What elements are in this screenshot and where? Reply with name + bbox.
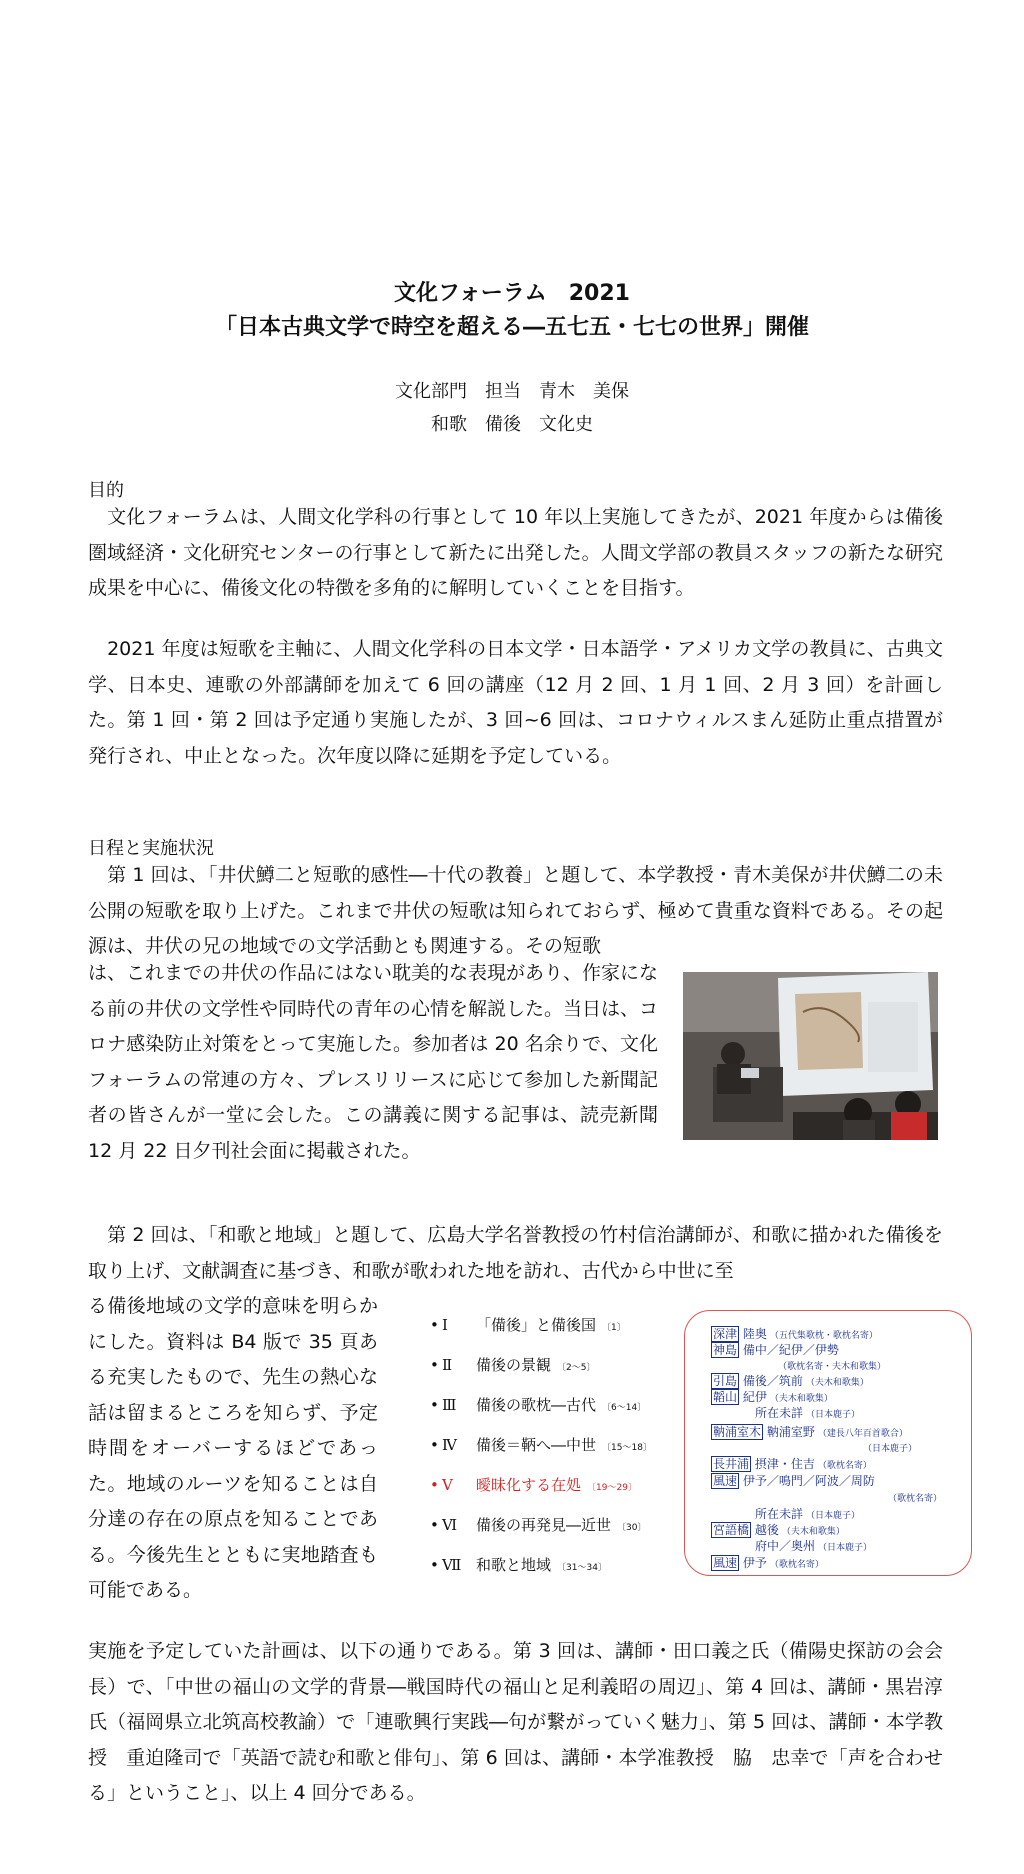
place-line: 長井浦 摂津・住吉 （歌枕名寄） bbox=[713, 1457, 872, 1471]
place-line: （日本鹿子） bbox=[863, 1444, 918, 1454]
section-heading-schedule: 日程と実施状況 bbox=[88, 838, 214, 859]
keywords-line: 和歌 備後 文化史 bbox=[431, 414, 593, 435]
purpose-paragraph-1: 文化フォーラムは、人間文化学科の行事として 10 年以上実施してきたが、2021 年度からは備後圏域経済・文化研究センターの行事として新たに出発した。人間文学部の教員スタッフの新たな研究成果を中心に、備後文化の特徴を多角的に解明していくことを目指す。 bbox=[88, 506, 943, 599]
place-line: 靹浦室木 靹浦室野 （建長八年百首歌合） bbox=[713, 1425, 908, 1439]
place-line: 風速 伊予／鳴門／阿波／周防 bbox=[713, 1474, 875, 1488]
toc-item: • Ⅵ 備後の再発見―近世 〔30〕 bbox=[430, 1516, 647, 1534]
toc-item: • Ⅶ 和歌と地域 〔31〜34〕 bbox=[430, 1556, 607, 1574]
session1-paragraph-continued: は、これまでの井伏の作品にはない耽美的な表現があり、作家になる前の井伏の文学性や同時代の青年の心情を解説した。当日は、コロナ感染防止対策をとって実施した。参加者は 20 名余りで、文化フォーラムの常連の方々、プレスリリースに応じて参加した新聞記者の皆さんが一堂に会した。この講義に関する記事は、読売新聞 12 月 22 日夕刊社会面に掲載された。 bbox=[88, 962, 659, 1162]
place-line: 深津 陸奥 （五代集歌枕・歌枕名寄） bbox=[713, 1327, 878, 1341]
place-line: 引島 備後／筑前 （夫木和歌集） bbox=[713, 1374, 869, 1388]
place-names-box bbox=[684, 1310, 972, 1576]
purpose-paragraph-2: 2021 年度は短歌を主軸に、人間文化学科の日本文学・日本語学・アメリカ文学の教員に、古典文学、日本史、連歌の外部講師を加えて 6 回の講座（12 月 2 回、1 月 1 回、2 月 3 回）を計画した。第 1 回・第 2 回は予定通り実施したが、3 回~6 回は、コロナウィルスまん延防止重点措置が発行され、中止となった。次年度以降に延期を予定している。 bbox=[88, 638, 943, 767]
place-line: 宮語橋 越後 （夫木和歌集） bbox=[713, 1523, 845, 1537]
section-heading-purpose: 目的 bbox=[88, 480, 124, 501]
session1-paragraph: 第 1 回は、「井伏鱒二と短歌的感性―十代の教養」と題して、本学教授・青木美保が井伏鱒二の未公開の短歌を取り上げた。これまで井伏の短歌は知られておらず、極めて貴重な資料である。その起源は、井伏の兄の地域での文学活動とも関連する。その短歌 bbox=[88, 864, 943, 957]
toc-item-highlighted: • Ⅴ 曖昧化する在処 〔19〜29〕 bbox=[430, 1476, 637, 1494]
session2-paragraph: 第 2 回は、「和歌と地域」と題して、広島大学名誉教授の竹村信治講師が、和歌に描かれた備後を取り上げ、文献調査に基づき、和歌が歌われた地を訪れ、古代から中世に至 bbox=[88, 1224, 943, 1282]
place-line: （歌枕名寄・夫木和歌集） bbox=[778, 1362, 887, 1372]
place-line: 所在未詳 （日本鹿子） bbox=[755, 1406, 861, 1420]
toc-item: • Ⅱ 備後の景観 〔2〜5〕 bbox=[430, 1356, 596, 1374]
place-line: （歌枕名寄） bbox=[888, 1494, 943, 1504]
planned-sessions-paragraph: 実施を予定していた計画は、以下の通りである。第 3 回は、講師・田口義之氏（備陽史探訪の会会長）で、「中世の福山の文学的背景―戦国時代の福山と足利義昭の周辺」、第 4 回は、講師・黒岩淳氏（福岡県立北筑高校教諭）で「連歌興行実践―句が繋がっていく魅力」、第 5 回は、講師・本学教授 重迫隆司で「英語で読む和歌と俳句」、第 6 回は、講師・本学准教授 脇 忠幸で「声を合わせる」ということ」、以上 4 回分である。 bbox=[88, 1640, 943, 1804]
toc-item: • Ⅳ 備後＝鞆へ―中世 〔15〜18〕 bbox=[430, 1436, 652, 1454]
lecture-photo bbox=[683, 972, 938, 1140]
author-line: 文化部門 担当 青木 美保 bbox=[395, 381, 629, 402]
toc-item: • Ⅰ 「備後」と備後国 〔1〕 bbox=[430, 1316, 626, 1334]
page-subtitle: 「日本古典文学で時空を超える―五七五・七七の世界」開催 bbox=[214, 315, 809, 340]
page-title: 文化フォーラム 2021 bbox=[394, 281, 630, 306]
session2-paragraph-continued: る備後地域の文学的意味を明らかにした。資料は B4 版で 35 頁ある充実したもので、先生の熱心な話は留まるところを知らず、予定時間をオーバーするほどであった。地域のルーツを知ることは自分達の存在の原点を知ることである。今後先生とともに実地踏査も可能である。 bbox=[88, 1295, 378, 1601]
place-line: 風速 伊予 （歌枕名寄） bbox=[713, 1556, 824, 1570]
toc-item: • Ⅲ 備後の歌枕―古代 〔6〜14〕 bbox=[430, 1396, 647, 1414]
place-line: 府中／奥州 （日本鹿子） bbox=[755, 1539, 873, 1553]
place-line: 神島 備中／紀伊／伊勢 bbox=[713, 1343, 839, 1357]
place-line: 所在未詳 （日本鹿子） bbox=[755, 1507, 861, 1521]
place-line: 韜山 紀伊 （夫木和歌集） bbox=[713, 1390, 833, 1404]
